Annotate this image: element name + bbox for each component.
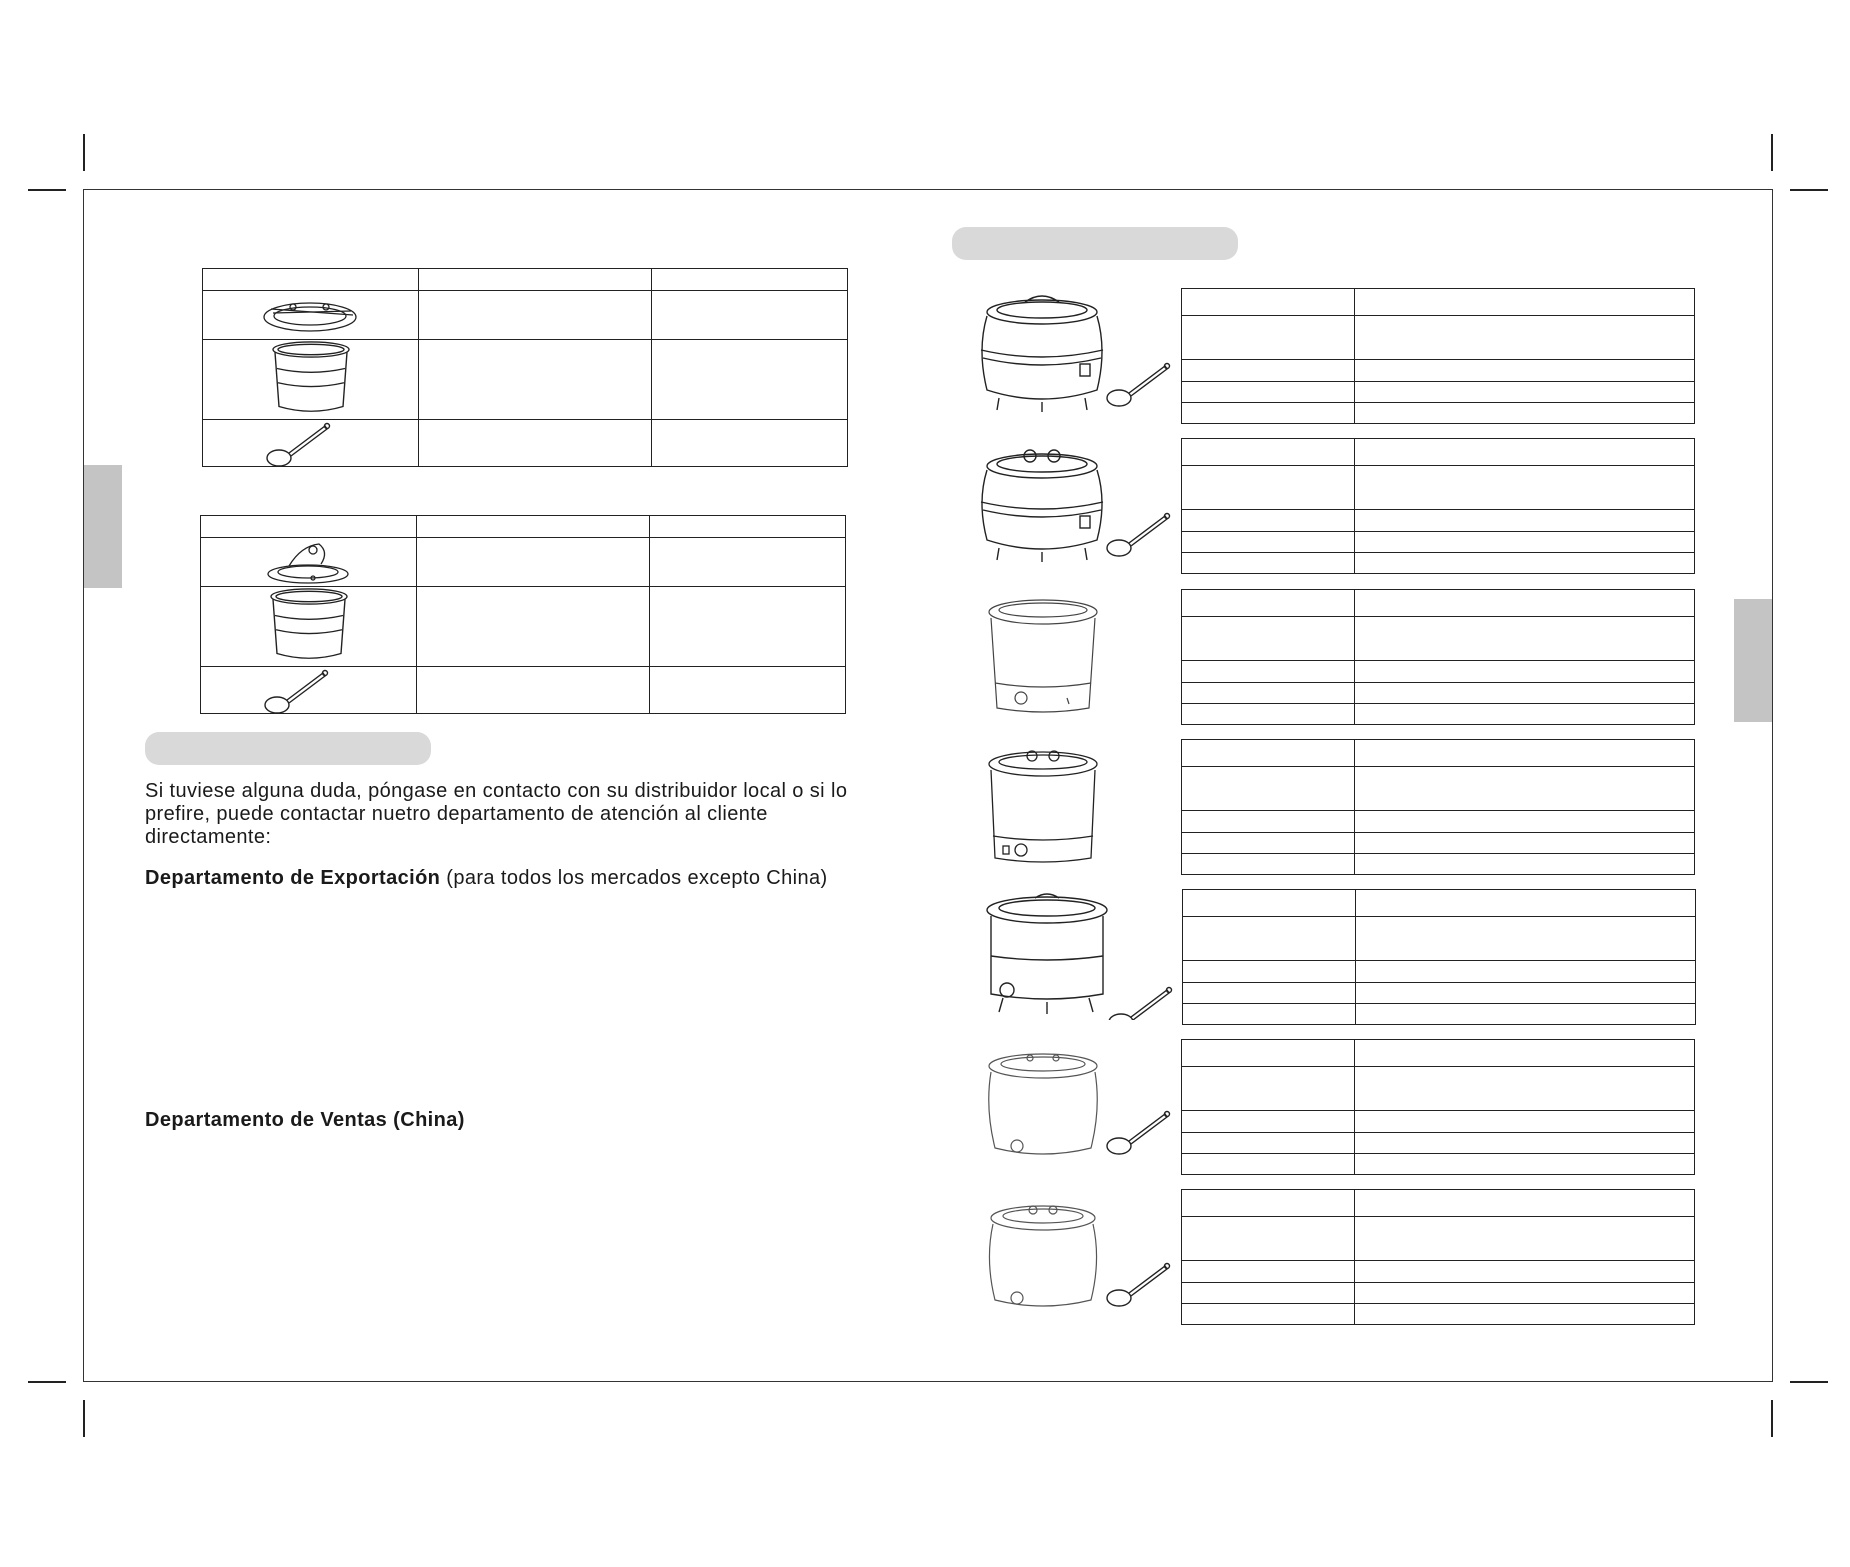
table-cell xyxy=(649,538,845,587)
table-cell xyxy=(419,420,652,467)
table-row xyxy=(203,291,848,340)
table-row xyxy=(1183,890,1696,917)
table-cell xyxy=(419,269,652,291)
table-cell xyxy=(1182,316,1355,360)
contact-heading-bar xyxy=(145,732,431,765)
table-row xyxy=(1182,382,1695,403)
table-cell xyxy=(1182,553,1355,574)
spec-table xyxy=(1181,438,1695,574)
crop-mark-bottom-right-h xyxy=(1790,1381,1828,1383)
table-cell xyxy=(1354,767,1694,811)
spec-table xyxy=(1181,288,1695,424)
table-cell xyxy=(651,420,847,467)
table-row xyxy=(1182,360,1695,382)
table-cell xyxy=(1182,661,1355,683)
table-cell xyxy=(1182,1067,1355,1111)
table-cell xyxy=(1354,1067,1694,1111)
table-cell xyxy=(1354,439,1694,466)
table-cell xyxy=(1183,890,1356,917)
table-cell xyxy=(1182,1133,1355,1154)
soup-kettle-black-hinged-icon xyxy=(975,440,1175,568)
crop-mark-bottom-left-v xyxy=(83,1400,85,1437)
table-cell xyxy=(1355,1004,1695,1025)
product-illustration xyxy=(975,290,1175,418)
table-row xyxy=(1183,917,1696,961)
export-department-note: (para todos los mercados excepto China) xyxy=(440,867,828,889)
table-cell xyxy=(1354,510,1694,532)
table-row xyxy=(1182,553,1695,574)
table-cell xyxy=(1182,704,1355,725)
table-cell xyxy=(1354,661,1694,683)
table-cell xyxy=(1182,1111,1355,1133)
table-cell xyxy=(1183,961,1356,983)
table-cell xyxy=(1355,917,1695,961)
right-side-tab xyxy=(1734,599,1772,722)
sales-department-label: Departamento de Ventas (China) xyxy=(145,1109,465,1131)
product-illustration xyxy=(985,1048,1185,1168)
table-cell xyxy=(649,516,845,538)
crop-mark-top-left-h xyxy=(28,189,66,191)
table-cell xyxy=(1354,1154,1694,1175)
table-cell xyxy=(1182,1283,1355,1304)
table-cell xyxy=(1182,1217,1355,1261)
table-row xyxy=(1182,811,1695,833)
table-cell xyxy=(1182,811,1355,833)
table-header-row xyxy=(201,516,846,538)
table-cell xyxy=(1182,1040,1355,1067)
table-header-row xyxy=(203,269,848,291)
right-heading-bar xyxy=(952,227,1238,260)
product-illustration xyxy=(985,598,1185,718)
table-cell xyxy=(201,516,417,538)
soup-kettle-black-icon xyxy=(975,290,1175,418)
ladle-icon xyxy=(203,420,419,467)
table-cell xyxy=(1354,360,1694,382)
inner-pot-icon xyxy=(203,340,419,420)
table-row xyxy=(1182,316,1695,360)
table-cell xyxy=(1183,983,1356,1004)
table-row xyxy=(1182,854,1695,875)
table-cell xyxy=(1182,740,1355,767)
table-cell xyxy=(1354,1133,1694,1154)
table-cell xyxy=(1182,1261,1355,1283)
table-cell xyxy=(1354,590,1694,617)
table-cell xyxy=(1355,961,1695,983)
crop-mark-bottom-right-v xyxy=(1771,1400,1773,1437)
table-cell xyxy=(1182,1190,1355,1217)
crop-mark-top-right-v xyxy=(1771,134,1773,171)
table-row xyxy=(1182,532,1695,553)
crop-mark-bottom-left-h xyxy=(28,1381,66,1383)
table-cell xyxy=(1182,403,1355,424)
table-row xyxy=(201,587,846,667)
table-row xyxy=(1182,1304,1695,1325)
table-cell xyxy=(1182,510,1355,532)
spec-table xyxy=(1181,1039,1695,1175)
table-cell xyxy=(651,340,847,420)
table-cell xyxy=(1182,466,1355,510)
table-cell xyxy=(1354,1111,1694,1133)
table-row xyxy=(1182,1111,1695,1133)
table-cell xyxy=(1355,890,1695,917)
table-row xyxy=(1182,617,1695,661)
table-cell xyxy=(1354,466,1694,510)
table-cell xyxy=(1182,590,1355,617)
table-cell xyxy=(1354,1304,1694,1325)
table-cell xyxy=(1182,833,1355,854)
product-illustration xyxy=(985,888,1185,1020)
table-row xyxy=(1182,289,1695,316)
table-cell xyxy=(1182,617,1355,661)
product-illustration xyxy=(985,1200,1185,1320)
soup-kettle-steel-hinged-icon xyxy=(985,746,1185,868)
table-cell xyxy=(1354,704,1694,725)
spec-table xyxy=(1181,739,1695,875)
table-row xyxy=(1182,704,1695,725)
table-row xyxy=(1182,466,1695,510)
crop-mark-top-left-v xyxy=(83,134,85,171)
table-row xyxy=(1182,510,1695,532)
ladle-icon xyxy=(201,667,417,714)
table-cell xyxy=(1182,360,1355,382)
table-cell xyxy=(1354,811,1694,833)
soup-kettle-steel-legs-icon xyxy=(985,888,1185,1020)
lid-icon xyxy=(203,291,419,340)
export-department xyxy=(145,867,828,890)
table-cell xyxy=(1354,532,1694,553)
spec-table xyxy=(1181,1189,1695,1325)
table-cell xyxy=(1182,1304,1355,1325)
table-cell xyxy=(1183,917,1356,961)
table-row xyxy=(201,667,846,714)
soup-kettle-round-icon xyxy=(985,1048,1185,1168)
table-cell xyxy=(651,291,847,340)
table-cell xyxy=(1354,740,1694,767)
table-cell xyxy=(649,587,845,667)
table-cell xyxy=(1354,833,1694,854)
table-row xyxy=(1183,1004,1696,1025)
table-row xyxy=(1182,1283,1695,1304)
table-cell xyxy=(203,269,419,291)
table-cell xyxy=(417,667,650,714)
table-cell xyxy=(1182,289,1355,316)
contact-intro-text: Si tuviese alguna duda, póngase en contacto con su distribuidor local o si lo prefire, puede contactar nuetro departamento de atención al cliente directamente: xyxy=(145,780,848,848)
soup-kettle-round-hinged-icon xyxy=(985,1200,1185,1320)
table-cell xyxy=(1354,403,1694,424)
table-cell xyxy=(1354,553,1694,574)
left-side-tab xyxy=(84,465,122,588)
table-cell xyxy=(419,291,652,340)
hinged-lid-icon xyxy=(201,538,417,587)
table-row xyxy=(1182,683,1695,704)
table-row xyxy=(1182,439,1695,466)
spec-table xyxy=(1181,589,1695,725)
table-cell xyxy=(1182,382,1355,403)
table-cell xyxy=(1182,767,1355,811)
table-row xyxy=(1182,1261,1695,1283)
table-cell xyxy=(651,269,847,291)
table-cell xyxy=(1354,382,1694,403)
table-row xyxy=(1182,1067,1695,1111)
soup-kettle-steel-icon xyxy=(985,598,1185,718)
table-cell xyxy=(1182,683,1355,704)
table-cell xyxy=(1354,617,1694,661)
table-cell xyxy=(649,667,845,714)
table-cell xyxy=(417,587,650,667)
table-cell xyxy=(1354,1217,1694,1261)
table-row xyxy=(1182,1154,1695,1175)
table-row xyxy=(203,340,848,420)
table-cell xyxy=(1354,1040,1694,1067)
table-row xyxy=(201,538,846,587)
table-row xyxy=(1182,590,1695,617)
table-cell xyxy=(419,340,652,420)
table-row xyxy=(1182,1133,1695,1154)
product-illustration xyxy=(985,746,1185,868)
table-row xyxy=(1182,1217,1695,1261)
table-row xyxy=(1182,1040,1695,1067)
table-cell xyxy=(1182,854,1355,875)
table-row xyxy=(1182,767,1695,811)
export-department-label: Departamento de Exportación xyxy=(145,867,441,889)
table-row xyxy=(1182,661,1695,683)
table-cell xyxy=(1354,316,1694,360)
accessory-table-b xyxy=(200,515,846,714)
table-cell xyxy=(1182,439,1355,466)
table-cell xyxy=(1182,1154,1355,1175)
table-cell xyxy=(1354,683,1694,704)
table-cell xyxy=(1354,289,1694,316)
table-cell xyxy=(1355,983,1695,1004)
table-cell xyxy=(1183,1004,1356,1025)
table-row xyxy=(1183,961,1696,983)
table-row xyxy=(203,420,848,467)
product-illustration xyxy=(975,440,1175,568)
table-cell xyxy=(417,516,650,538)
table-row xyxy=(1182,833,1695,854)
table-cell xyxy=(1354,854,1694,875)
table-row xyxy=(1182,403,1695,424)
table-cell xyxy=(1182,532,1355,553)
inner-pot-icon xyxy=(201,587,417,667)
accessory-table-a xyxy=(202,268,848,467)
table-cell xyxy=(1354,1261,1694,1283)
spec-table xyxy=(1182,889,1696,1025)
crop-mark-top-right-h xyxy=(1790,189,1828,191)
table-row xyxy=(1182,1190,1695,1217)
table-row xyxy=(1182,740,1695,767)
table-cell xyxy=(1354,1190,1694,1217)
table-cell xyxy=(417,538,650,587)
table-row xyxy=(1183,983,1696,1004)
table-cell xyxy=(1354,1283,1694,1304)
